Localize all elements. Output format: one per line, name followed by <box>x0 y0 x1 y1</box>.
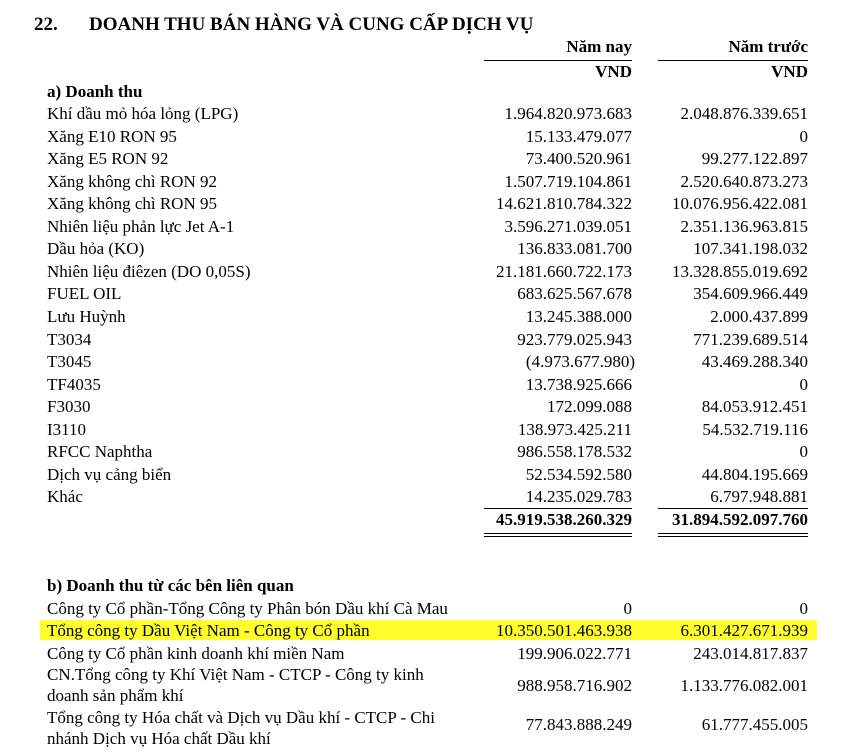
revenue-row <box>0 103 856 126</box>
revenue-row-label: TF4035 <box>47 374 101 394</box>
revenue-row-prior: 13.328.855.019.692 <box>672 261 808 281</box>
related-row-2 <box>0 643 856 665</box>
revenue-row <box>0 374 856 397</box>
col-header-prior-year: Năm trước <box>728 37 808 56</box>
revenue-row <box>0 396 856 419</box>
revenue-row-prior: 107.341.198.032 <box>693 239 808 259</box>
revenue-row-current: (4.973.677.980) <box>525 352 635 372</box>
revenue-row-label: FUEL OIL <box>47 284 122 304</box>
revenue-row <box>0 193 856 216</box>
total-double-rule-prior-2 <box>658 536 808 537</box>
related-row-3 <box>0 664 856 708</box>
related-row-current: 199.906.022.771 <box>517 644 632 663</box>
related-row-prior: 1.133.776.082.001 <box>680 676 808 695</box>
related-row-prior: 243.014.817.837 <box>693 644 808 663</box>
revenue-row-label: Xăng không chì RON 95 <box>47 194 217 214</box>
related-section-title: b) Doanh thu từ các bên liên quan <box>47 576 294 595</box>
revenue-row-current: 172.099.088 <box>547 397 632 417</box>
revenue-row-current: 1.507.719.104.861 <box>504 171 632 191</box>
revenue-row <box>0 283 856 306</box>
revenue-row-prior: 6.797.948.881 <box>710 487 808 507</box>
revenue-row-prior: 2.520.640.873.273 <box>680 171 808 191</box>
revenue-row-current: 15.133.479.077 <box>525 126 632 146</box>
revenue-row-current: 14.621.810.784.322 <box>496 194 632 214</box>
total-double-rule-current-1 <box>484 533 632 534</box>
revenue-row-label: Khác <box>47 487 83 507</box>
revenue-row-label: I3110 <box>47 419 87 439</box>
revenue-row <box>0 329 856 352</box>
related-row-label: Công ty Cổ phần-Tổng Công ty Phân bón Dầu khí Cà Mau <box>47 599 448 618</box>
revenue-row-label: RFCC Naphtha <box>47 442 153 462</box>
revenue-total-prior: 31.894.592.097.760 <box>672 510 808 529</box>
related-row-current: 988.958.716.902 <box>517 676 632 695</box>
revenue-row-label: T3034 <box>47 329 92 349</box>
section-heading <box>0 8 856 38</box>
revenue-total-row <box>0 509 856 532</box>
revenue-row-prior: 0 <box>799 442 808 462</box>
revenue-row <box>0 216 856 239</box>
revenue-row-prior: 54.532.719.116 <box>702 419 808 439</box>
revenue-row-label: Xăng E10 RON 95 <box>47 126 177 146</box>
related-row-prior: 6.301.427.671.939 <box>680 621 808 640</box>
revenue-row-prior: 0 <box>799 126 808 146</box>
revenue-row-label: T3045 <box>47 352 92 372</box>
related-row-0 <box>0 598 856 620</box>
related-row-current: 77.843.888.249 <box>525 715 632 734</box>
revenue-row <box>0 171 856 194</box>
revenue-row-prior: 99.277.122.897 <box>701 149 808 169</box>
revenue-row-label: Lưu Huỳnh <box>47 306 126 326</box>
revenue-row-label: Nhiên liệu điêzen (DO 0,05S) <box>47 261 251 281</box>
section-title: DOANH THU BÁN HÀNG VÀ CUNG CẤP DỊCH VỤ <box>89 14 534 35</box>
revenue-row-label: Xăng không chì RON 92 <box>47 171 217 191</box>
revenue-row-prior: 0 <box>799 374 808 394</box>
related-row-label: Tổng công ty Hóa chất và Dịch vụ Dầu khí - CTCP - Chi nhánh Dịch vụ Hóa chất Dầu khí <box>47 708 435 748</box>
revenue-row-label: Dịch vụ cảng biển <box>47 464 172 484</box>
revenue-row-current: 21.181.660.722.173 <box>496 261 632 281</box>
related-row-current: 0 <box>623 599 632 618</box>
revenue-row-prior: 354.609.966.449 <box>693 284 808 304</box>
revenue-row-current: 923.779.025.943 <box>517 329 632 349</box>
related-row-prior: 61.777.455.005 <box>701 715 808 734</box>
revenue-row-prior: 43.469.288.340 <box>701 352 808 372</box>
revenue-row-prior: 2.048.876.339.651 <box>680 104 808 123</box>
section-number: 22. <box>34 14 58 35</box>
related-row-1 <box>0 620 856 642</box>
revenue-row-current: 138.973.425.211 <box>517 419 632 439</box>
related-row-label: Tổng công ty Dầu Việt Nam - Công ty Cổ phần <box>47 621 370 640</box>
revenue-row <box>0 464 856 487</box>
revenue-row-label: Nhiên liệu phản lực Jet A-1 <box>47 216 235 236</box>
revenue-row-current: 683.625.567.678 <box>517 284 632 304</box>
col-unit-prior: VND <box>771 62 808 81</box>
revenue-row-current: 13.738.925.666 <box>525 374 632 394</box>
revenue-row <box>0 351 856 374</box>
revenue-row-prior: 10.076.956.422.081 <box>672 194 808 214</box>
total-double-rule-current-2 <box>484 536 632 537</box>
related-row-prior: 0 <box>799 599 808 618</box>
revenue-row <box>0 238 856 261</box>
revenue-row-current: 3.596.271.039.051 <box>504 216 632 236</box>
revenue-row <box>0 486 856 509</box>
col-header-current-year: Năm nay <box>566 37 632 56</box>
revenue-row-current: 14.235.029.783 <box>525 487 632 507</box>
revenue-row-current: 986.558.178.532 <box>517 442 632 462</box>
total-double-rule-prior-1 <box>658 533 808 534</box>
revenue-section-title: a) Doanh thu <box>47 82 143 101</box>
revenue-row-current: 73.400.520.961 <box>525 149 632 169</box>
revenue-row-prior: 44.804.195.669 <box>701 464 808 484</box>
revenue-row-prior: 771.239.689.514 <box>693 329 808 349</box>
revenue-row-label: Xăng E5 RON 92 <box>47 149 169 169</box>
related-row-label: Công ty Cổ phần kinh doanh khí miền Nam <box>47 644 345 663</box>
revenue-total-current: 45.919.538.260.329 <box>496 510 632 529</box>
revenue-row-current: 13.245.388.000 <box>525 306 632 326</box>
revenue-row-label: F3030 <box>47 397 91 417</box>
revenue-row-prior: 2.351.136.963.815 <box>680 216 808 236</box>
related-row-current: 10.350.501.463.938 <box>496 621 632 640</box>
revenue-row-label: Dầu hỏa (KO) <box>47 239 145 259</box>
related-row-label: CN.Tổng công ty Khí Việt Nam - CTCP - Công ty kinh doanh sản phẩm khí <box>47 665 424 705</box>
revenue-row-prior: 2.000.437.899 <box>710 306 808 326</box>
revenue-row-label: Khí dầu mỏ hóa lỏng (LPG) <box>47 104 239 123</box>
related-row-4 <box>0 707 856 751</box>
revenue-row <box>0 419 856 442</box>
revenue-row-current: 136.833.081.700 <box>517 239 632 259</box>
revenue-row <box>0 148 856 171</box>
revenue-row <box>0 306 856 329</box>
revenue-row-current: 1.964.820.973.683 <box>504 104 632 123</box>
revenue-row <box>0 261 856 284</box>
revenue-row <box>0 126 856 149</box>
col-unit-current: VND <box>595 62 632 81</box>
revenue-row <box>0 441 856 464</box>
revenue-row-prior: 84.053.912.451 <box>701 397 808 417</box>
revenue-row-current: 52.534.592.580 <box>525 464 632 484</box>
